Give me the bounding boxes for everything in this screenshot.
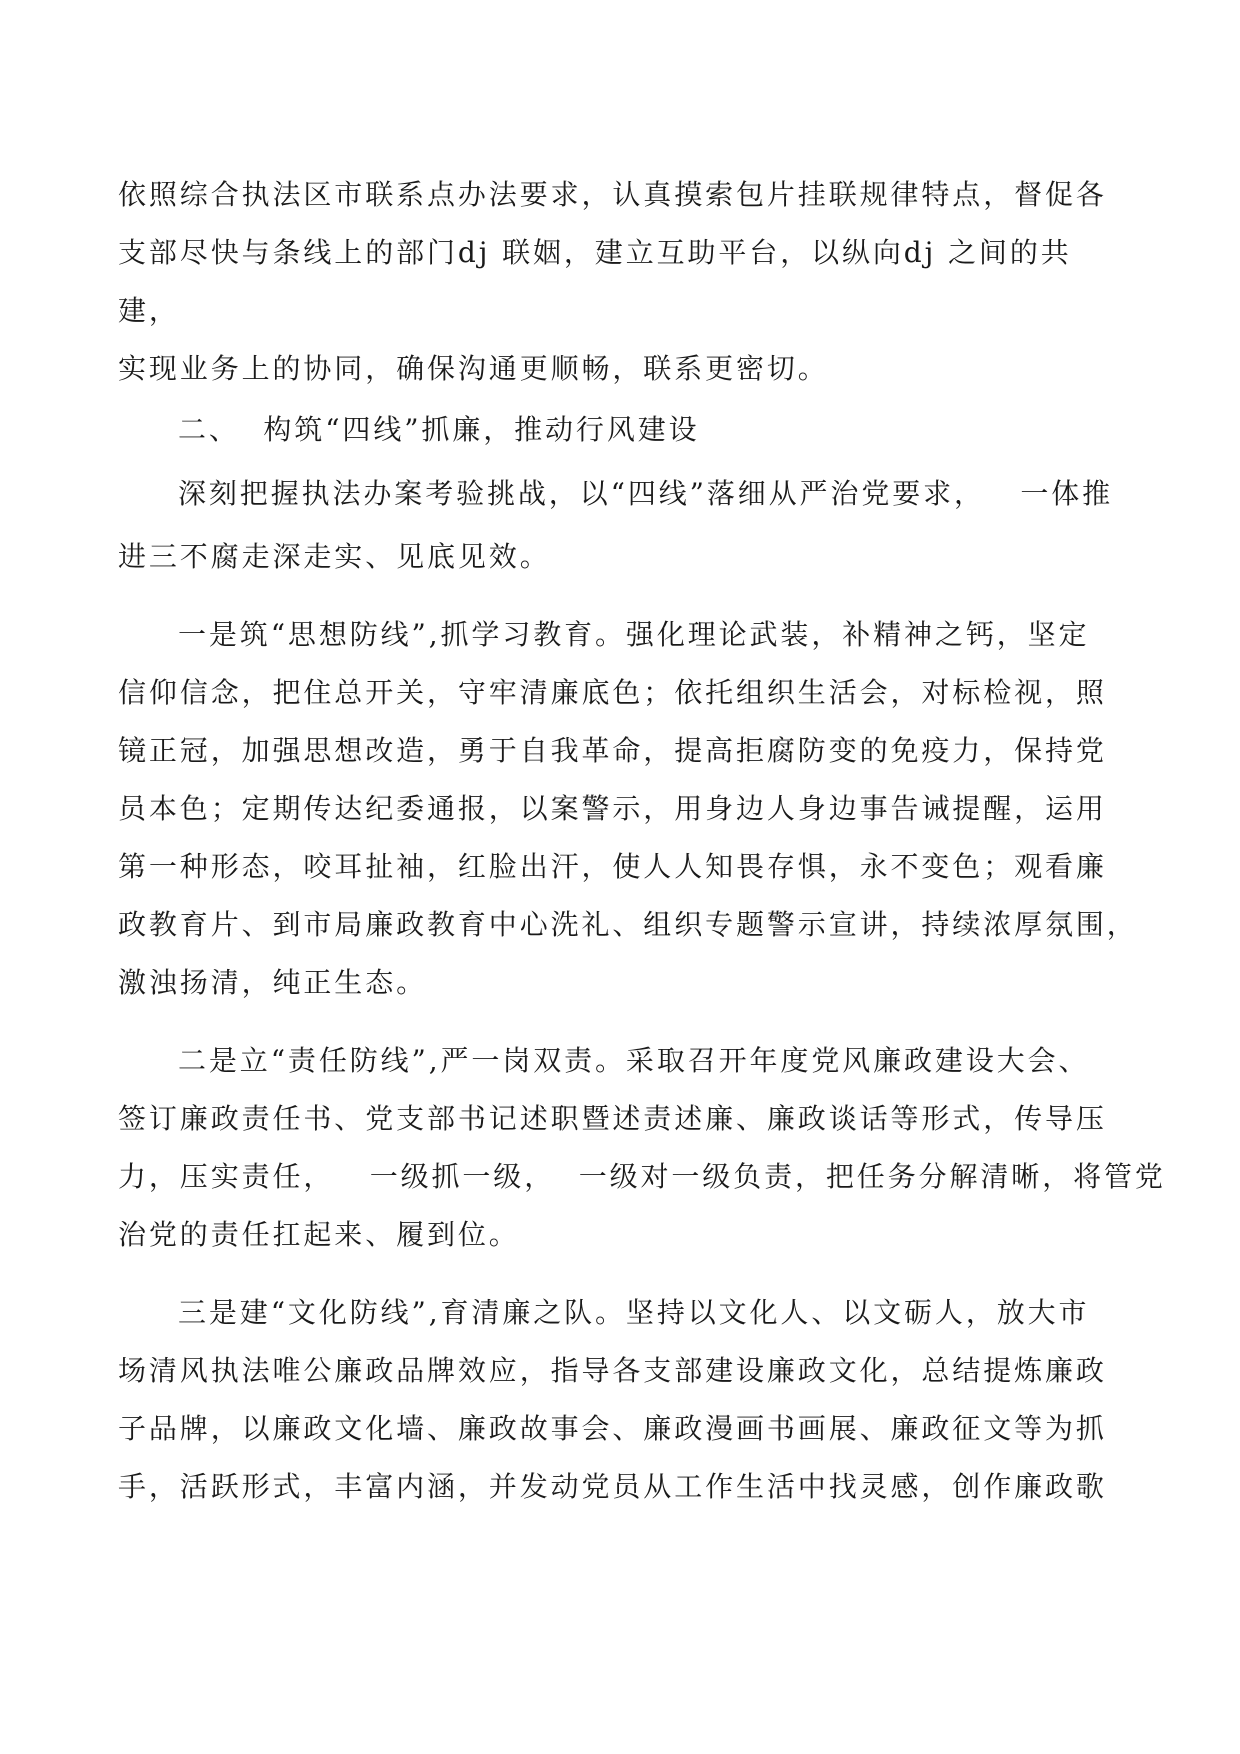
paragraph-line: 建， — [118, 294, 180, 327]
paragraph-line: 手，活跃形式，丰富内涵，并发动党员从工作生活中找灵感，创作廉政歌 — [118, 1470, 1107, 1503]
paragraph-line: 第一种形态，咬耳扯袖，红脸出汗，使人人知畏存惧，永不变色；观看廉 — [118, 850, 1107, 883]
paragraph-line: 实现业务上的协同，确保沟通更顺畅，联系更密切。 — [118, 352, 829, 385]
paragraph-line: 力，压实责任， 一级抓一级， 一级对一级负责，把任务分解清晰，将管党 — [118, 1160, 1166, 1193]
paragraph-line: 镜正冠，加强思想改造，勇于自我革命，提高拒腐防变的免疫力，保持党 — [118, 734, 1107, 767]
paragraph-line: 激浊扬清，纯正生态。 — [118, 966, 428, 999]
section-heading: 二、 构筑“四线”抓廉，推动行风建设 — [178, 413, 700, 446]
paragraph-line: 进三不腐走深走实、见底见效。 — [118, 540, 551, 573]
paragraph-line: 二是立“责任防线”,严一岗双责。采取召开年度党风廉政建设大会、 — [178, 1044, 1090, 1077]
paragraph-line: 支部尽快与条线上的部门dj 联姻，建立互助平台，以纵向dj 之间的共 — [118, 236, 1072, 269]
paragraph-line: 深刻把握执法办案考验挑战，以“四线”落细从严治党要求， 一体推 — [178, 477, 1114, 510]
paragraph-line: 签订廉政责任书、党支部书记述职暨述责述廉、廉政谈话等形式，传导压 — [118, 1102, 1107, 1135]
paragraph-line: 治党的责任扛起来、履到位。 — [118, 1218, 520, 1251]
paragraph-line: 子品牌，以廉政文化墙、廉政故事会、廉政漫画书画展、廉政征文等为抓 — [118, 1412, 1107, 1445]
paragraph-line: 依照综合执法区市联系点办法要求，认真摸索包片挂联规律特点，督促各 — [118, 178, 1107, 211]
paragraph-line: 员本色；定期传达纪委通报，以案警示，用身边人身边事告诫提醒，运用 — [118, 792, 1107, 825]
paragraph-line: 一是筑“思想防线”,抓学习教育。强化理论武装，补精神之钙，坚定 — [178, 618, 1090, 651]
paragraph-line: 政教育片、到市局廉政教育中心洗礼、组织专题警示宣讲，持续浓厚氛围， — [118, 908, 1138, 941]
paragraph-line: 三是建“文化防线”,育清廉之队。坚持以文化人、以文砺人，放大市 — [178, 1296, 1090, 1329]
paragraph-line: 信仰信念，把住总开关，守牢清廉底色；依托组织生活会，对标检视，照 — [118, 676, 1107, 709]
paragraph-line: 场清风执法唯公廉政品牌效应，指导各支部建设廉政文化，总结提炼廉政 — [118, 1354, 1107, 1387]
